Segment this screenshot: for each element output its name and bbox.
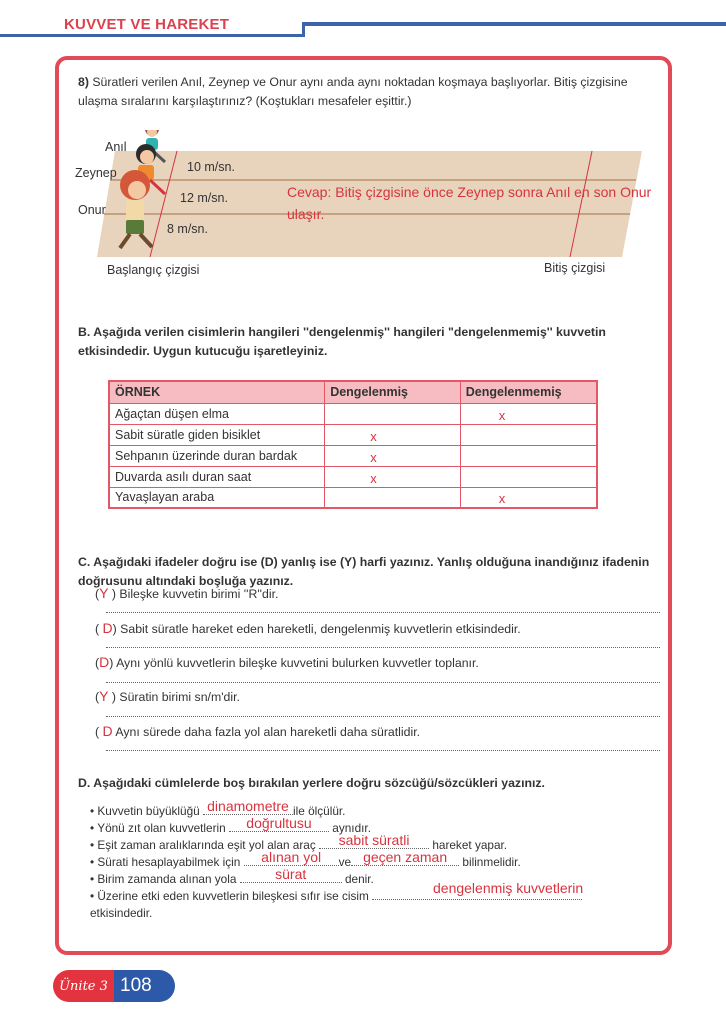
tf-answer[interactable]: Y xyxy=(99,585,109,601)
check-mark: x xyxy=(370,470,377,486)
tf-statement: ) Sabit süratle hareket eden hareketli, dengelenmiş kuvvetlerin etkisindedir. xyxy=(112,622,521,636)
unbalanced-checkbox[interactable] xyxy=(460,424,597,445)
blank-answer: dinamometre xyxy=(207,798,289,814)
tf-statement: ) Aynı yönlü kuvvetlerin bileşke kuvvetini bulurken kuvvetler toplanır. xyxy=(109,656,479,670)
tf-item: (Y ) Bileşke kuvvetin birimi ''R''dir. xyxy=(95,585,279,601)
blank-field[interactable] xyxy=(319,832,429,849)
sentence-end: aynıdır. xyxy=(329,821,371,835)
unbalanced-checkbox[interactable] xyxy=(460,487,597,508)
example-cell: Duvarda asılı duran saat xyxy=(109,466,325,487)
correction-line[interactable] xyxy=(106,612,660,613)
tf-statement: ) Süratin birimi sn/m'dir. xyxy=(108,690,240,704)
blank-answer: doğrultusu xyxy=(246,815,312,831)
start-line-label: Başlangıç çizgisi xyxy=(107,263,200,277)
sentence-middle: ve xyxy=(338,855,352,869)
blank-field[interactable] xyxy=(244,849,339,866)
tf-item: ( D Aynı sürede daha fazla yol alan hareketli daha süratlidir. xyxy=(95,723,421,739)
tf-answer[interactable]: D xyxy=(102,723,113,739)
sentence-end: denir. xyxy=(341,872,374,886)
blank-answer: sürat xyxy=(275,866,307,882)
speed-zeynep: 12 m/sn. xyxy=(180,191,228,205)
example-cell: Ağaçtan düşen elma xyxy=(109,403,325,424)
blank-answer: geçen zaman xyxy=(363,849,448,865)
tf-answer[interactable]: Y xyxy=(99,688,109,704)
question-text: Süratleri verilen Anıl, Zeynep ve Onur aynı anda aynı noktadan koşmaya başlıyorlar. Bitiş çizgisine ulaşma sıralarını karşılaştırınız? (Koştukları mesafeler eşittir.) xyxy=(78,75,628,108)
correction-line[interactable] xyxy=(106,647,660,648)
tf-item: (Y ) Süratin birimi sn/m'dir. xyxy=(95,688,240,704)
section-d-title: D. Aşağıdaki cümlelerde boş bırakılan yerlere doğru sözcüğü/sözcükleri yazınız. xyxy=(78,776,545,790)
correction-line[interactable] xyxy=(106,716,660,717)
balanced-checkbox[interactable] xyxy=(325,424,461,445)
header-rule-right xyxy=(302,22,726,26)
unit-label: Ünite 3 xyxy=(53,970,114,1002)
runner-label-anil: Anıl xyxy=(105,140,127,154)
blank-field[interactable] xyxy=(229,815,329,832)
unbalanced-checkbox[interactable] xyxy=(460,403,597,424)
finish-line-label: Bitiş çizgisi xyxy=(544,261,606,275)
balanced-checkbox[interactable] xyxy=(325,445,461,466)
sentence-start: • Kuvvetin büyüklüğü xyxy=(90,804,203,818)
col-header-balanced: Dengelenmiş xyxy=(325,381,461,403)
blank-answer: alınan yol xyxy=(261,849,322,865)
sentence-start: • Yönü zıt olan kuvvetlerin xyxy=(90,821,229,835)
page-badge xyxy=(53,970,175,1002)
sentence-start: • Sürati hesaplayabilmek için xyxy=(90,855,244,869)
example-cell: Sehpanın üzerinde duran bardak xyxy=(109,445,325,466)
tf-statement: Aynı sürede daha fazla yol alan hareketli daha süratlidir. xyxy=(112,725,421,739)
table-row xyxy=(109,424,597,445)
page-number: 108 xyxy=(114,970,175,1002)
fill-blank-item xyxy=(90,866,374,887)
table-row xyxy=(109,466,597,487)
blank-field[interactable] xyxy=(240,866,342,883)
sentence-end: ile ölçülür. xyxy=(293,804,346,818)
chapter-title: KUVVET VE HAREKET xyxy=(64,16,230,33)
example-cell: Sabit süratle giden bisiklet xyxy=(109,424,325,445)
table-header-row xyxy=(109,381,597,403)
question-8 xyxy=(78,73,663,111)
correction-line[interactable] xyxy=(106,750,660,751)
check-mark: x xyxy=(370,449,377,465)
sentence-end: hareket yapar. xyxy=(429,838,508,852)
correction-line[interactable] xyxy=(106,682,660,683)
balanced-checkbox[interactable] xyxy=(325,487,461,508)
question-number: 8) xyxy=(78,75,89,89)
unbalanced-checkbox[interactable] xyxy=(460,445,597,466)
blank-answer: dengelenmiş kuvvetlerin xyxy=(433,880,584,896)
col-header-unbalanced: Dengelenmemiş xyxy=(460,381,597,403)
question-8-answer: Cevap: Bitiş çizgisine önce Zeynep sonra Anıl en son Onur ulaşır. xyxy=(287,184,652,222)
col-header-example: ÖRNEK xyxy=(109,381,325,403)
tf-item: ( D) Sabit süratle hareket eden hareketli, dengelenmiş kuvvetlerin etkisindedir. xyxy=(95,620,521,636)
section-b-title: B. Aşağıda verilen cisimlerin hangileri ''dengelenmiş'' hangileri "dengelenmemiş'' kuvvetin etkisindedir. Uygun kutucuğu işaretleyiniz. xyxy=(78,325,606,358)
blank-field[interactable] xyxy=(203,798,293,815)
sentence-start: • Birim zamanda alınan yola xyxy=(90,872,240,886)
table-row xyxy=(109,445,597,466)
sentence-start: • Üzerine etki eden kuvvetlerin bileşkesi sıfır ise cisim xyxy=(90,889,373,903)
table-row xyxy=(109,487,597,508)
blank-answer: sabit süratli xyxy=(338,832,410,848)
sentence-start: • Eşit zaman aralıklarında eşit yol alan araç xyxy=(90,838,320,852)
tf-item: (D) Aynı yönlü kuvvetlerin bileşke kuvvetini bulurken kuvvetler toplanır. xyxy=(95,654,479,670)
sentence-end: bilinmelidir. xyxy=(459,855,521,869)
force-classification-table xyxy=(108,380,598,509)
blank-field[interactable] xyxy=(351,849,459,866)
balanced-checkbox[interactable] xyxy=(325,403,461,424)
tf-statement: ) Bileşke kuvvetin birimi ''R''dir. xyxy=(108,587,279,601)
tf-answer[interactable]: D xyxy=(102,620,113,636)
speed-anil: 10 m/sn. xyxy=(187,160,235,174)
balanced-checkbox[interactable] xyxy=(325,466,461,487)
sentence-continuation: etkisindedir. xyxy=(90,906,153,920)
tf-answer[interactable]: D xyxy=(99,654,110,670)
runner-label-zeynep: Zeynep xyxy=(75,166,117,180)
check-mark: x xyxy=(498,491,506,507)
speed-onur: 8 m/sn. xyxy=(167,222,208,236)
header-rule xyxy=(0,34,304,37)
check-mark: x xyxy=(370,428,377,444)
section-c-title: C. Aşağıdaki ifadeler doğru ise (D) yanlış ise (Y) harfi yazınız. Yanlış olduğuna inandığınız ifadenin doğrusunu altındaki boşluğa yazınız. xyxy=(78,555,650,588)
example-cell: Yavaşlayan araba xyxy=(109,487,325,508)
unbalanced-checkbox[interactable] xyxy=(460,466,597,487)
runner-label-onur: Onur xyxy=(78,203,106,217)
check-mark: x xyxy=(498,407,506,423)
table-row xyxy=(109,403,597,424)
